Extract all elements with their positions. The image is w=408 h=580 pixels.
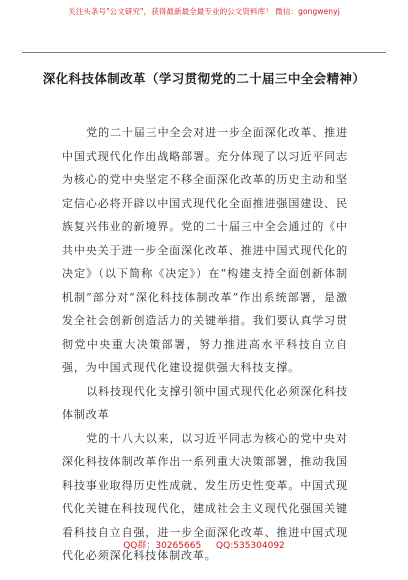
section-heading: 以科技现代化支撑引领中国式现代化必须深化科技体制改革 (62, 384, 348, 421)
document-body (62, 121, 348, 568)
document-title: 深化科技体制改革（学习贯彻党的二十届三中全会精神） (42, 71, 366, 86)
footer-contact (0, 538, 408, 551)
footer-qq: QQ:535304092 (216, 541, 285, 551)
paragraph: 党的十八大以来，以习近平同志为核心的党中央对深化科技体制改革作出一系列重大决策部署，推动我国科技事业取得历史性成就、发生历史性变革。中国式现代化关键在科技现代化，建成社会主义现代化强国关键看科技自立自强，进一步全面深化改革、推进中国式现代化必须深化科技体制改革。 (62, 431, 348, 562)
header-promo-note: 关注头条号"公文研究"，获得最新最全最专业的公文资料库！ 微信：gongwenyj (68, 7, 340, 16)
header-divider (22, 52, 386, 53)
paragraph: 党的二十届三中全会对进一步全面深化改革、推进中国式现代化作出战略部署。充分体现了以习近平同志为核心的党中央坚定不移全面深化改革的历史主动和坚定信心必将开辟以中国式现代化全面推进强国建设、民族复兴伟业的新境界。党的二十届三中全会通过的《中共中央关于进一步全面深化改革、推进中国式现代化的决定》（以下简称《决定》）在“构建支持全面创新体制机制”部分对“深化科技体制改革”作出系统部署，是激发全社会创新创造活力的关键举措。我们要认真学习贯彻党中央重大决策部署，努力推进高水平科技自立自强，为中国式现代化建设提供强大科技支撑。 (62, 126, 348, 374)
footer-qq-group: QQ群：30265665 (123, 541, 202, 551)
